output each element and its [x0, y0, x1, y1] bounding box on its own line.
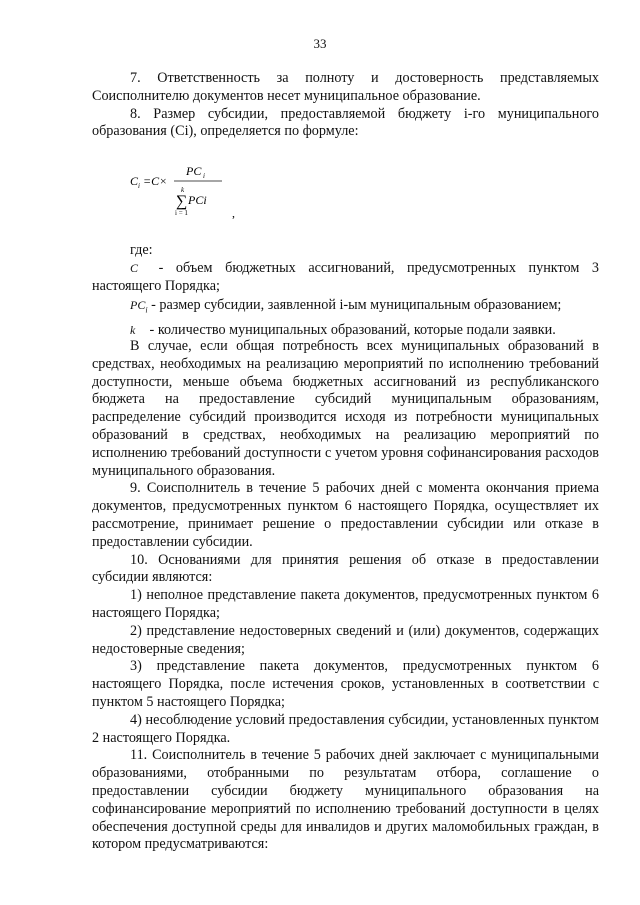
sum-upper-limit: k: [181, 186, 185, 194]
paragraph-10-2: 2) представление недостоверных сведений и (или) документов, содержащих недостоверные сведения;: [92, 622, 599, 657]
def-c: [92, 260, 599, 278]
paragraph-11: 11. Соисполнитель в течение 5 рабочих дней заключает с муниципальными образованиями, отобранными по результатам отбора, соглашение о предоставлении субсидии бюджету муниципального образования на софинансирование мероприятий по исполнению требований доступности в целях обеспечения доступной среды для инвалидов и других маломобильных граждан, в котором предусматриваются:: [92, 747, 599, 853]
paragraph-9: 9. Соисполнитель в течение 5 рабочих дней с момента окончания приема документов, предусмотренных пунктом 6 настоящего Порядка, осуществляет их рассмотрение, принимает решение о предоставлении субсидии или отказе в предоставлении субсидии.: [92, 480, 599, 550]
paragraph-case: В случае, если общая потребность всех муниципальных образований в средствах, необходимых на реализацию мероприятий по исполнению требований доступности, меньше объема бюджетных ассигнований из республиканского бюджета на предоставление субсидий муниципальным образованиям, распределение субсидий производится исходя из потребности муниципальных образований в средствах, необходимых на реализацию мероприятий по исполнению требований доступности с учетом уровня софинансирования расходов муниципального образования.: [92, 338, 599, 479]
section-upper: [92, 70, 599, 141]
formula-numerator-sub: i: [203, 172, 205, 180]
def-c-text: - объем бюджетных ассигнований, предусмотренных пунктом 3: [158, 259, 600, 276]
paragraph-7: 7. Ответственность за полноту и достоверность представляемых Соисполнителю документов несет муниципальное образование.: [92, 70, 599, 104]
formula-comma: ,: [232, 206, 235, 220]
paragraph-10: 10. Основаниями для принятия решения об отказе в предоставлении субсидии являются:: [92, 551, 599, 586]
formula-numerator: PC: [186, 164, 202, 178]
sum-lower-limit: i = 1: [175, 209, 188, 217]
paragraph-8: 8. Размер субсидии, предоставляемой бюджету i-го муниципального образования (Ci), определяется по формуле:: [92, 105, 599, 140]
page-number: 33: [313, 36, 327, 51]
formula-eq: =C×: [143, 174, 168, 188]
definitions: [92, 242, 599, 339]
where-label: где:: [130, 242, 153, 258]
def-k: [92, 322, 599, 340]
paragraph-10-1: 1) неполное представление пакета документов, предусмотренных пунктом 6 настоящего Порядка;: [92, 587, 599, 621]
def-c-symbol: C: [130, 260, 139, 275]
def-k-text: - количество муниципальных образований, которые подали заявки.: [149, 321, 556, 338]
sum-sign: ∑: [176, 193, 188, 210]
paragraph-10-3: 3) представление пакета документов, предусмотренных пунктом 6 настоящего Порядка, после истечения сроков, установленных в соответствии с пунктом 5 настоящего Порядка;: [92, 658, 599, 710]
def-pc-text: - размер субсидии, заявленной i-ым муниципальным образованием;: [151, 297, 562, 314]
subsidy-formula: [130, 163, 330, 223]
def-c-continuation: настоящего Порядка;: [92, 277, 220, 294]
formula-denominator: PCi: [188, 193, 207, 207]
formula-lhs-sub: i: [138, 182, 140, 190]
def-pc: [92, 297, 599, 319]
def-pc-symbol: $PC_i$: [130, 298, 148, 315]
section-lower: [92, 338, 599, 854]
def-k-symbol: k: [130, 322, 136, 337]
paragraph-10-4: 4) несоблюдение условий предоставления субсидии, установленных пунктом 2 настоящего Порядка.: [92, 711, 599, 746]
formula-lhs: C: [130, 174, 139, 188]
